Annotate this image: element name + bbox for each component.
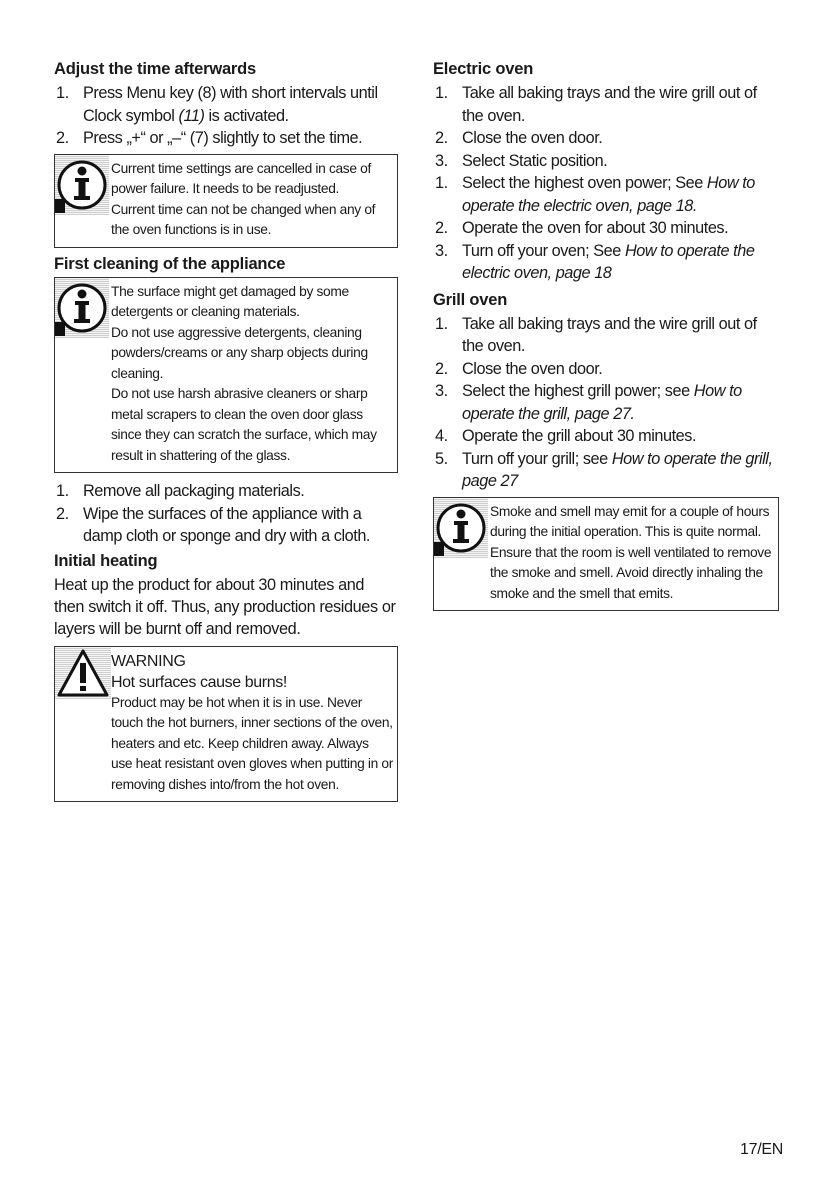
step-number: 2. [56, 129, 69, 147]
list-item [433, 313, 779, 358]
adjust-time-steps [54, 82, 398, 150]
warning-note [54, 646, 398, 803]
note-text: Current time settings are cancelled in case of power failure. It needs to be readjusted. [111, 160, 371, 196]
list-item [54, 480, 398, 503]
step-number: 4. [435, 427, 448, 445]
electric-oven-heading: Electric oven [433, 60, 534, 78]
step-ref: How to operate the grill, page 27. [462, 382, 742, 423]
step-number: 1. [435, 314, 448, 333]
step-text: Remove all packaging materials. [83, 482, 305, 500]
warning-icon [55, 647, 111, 699]
step-text: Turn off your oven; See [462, 241, 625, 260]
step-number: 1. [56, 84, 69, 102]
step-text: Operate the oven for about 30 minutes. [462, 219, 729, 237]
electric-oven-steps [433, 82, 779, 285]
initial-heating-text: Heat up the product for about 30 minutes and then switch it off. Thus, any production residues or layers will be burnt off and removed. [54, 575, 396, 638]
step-text: Press „+“ or „–“ (7) slightly to set the time. [83, 129, 363, 147]
first-cleaning-heading: First cleaning of the appliance [54, 254, 286, 273]
info-note-cleaning [54, 277, 398, 474]
step-text: Close the oven door. [462, 129, 603, 147]
step-number: 3. [435, 382, 448, 400]
info-note-time [54, 154, 398, 248]
warning-subtitle: Hot surfaces cause burns! [111, 673, 287, 691]
warning-title: WARNING [111, 652, 186, 670]
grill-oven-heading: Grill oven [433, 290, 508, 309]
list-item [433, 172, 779, 217]
list-item [433, 127, 779, 150]
step-text: Close the oven door. [462, 359, 603, 378]
note-text: The surface might get damaged by some detergents or cleaning materials. [111, 283, 349, 319]
step-number: 1. [435, 84, 448, 102]
initial-heating-heading: Initial heating [54, 551, 158, 570]
list-item [433, 217, 779, 240]
list-item [54, 127, 398, 150]
right-column [433, 60, 779, 618]
step-number: 2. [435, 129, 448, 147]
cleaning-steps [54, 480, 398, 548]
warning-text: Product may be hot when it is in use. Never touch the hot burners, inner sections of the oven, heaters and etc. Keep children away. Always use heat resistant oven gloves when putting in or removing dishes into/from the hot oven. [111, 694, 393, 792]
step-number: 2. [435, 219, 448, 237]
step-ref: How to operate the grill, page 27 [462, 449, 773, 490]
step-ref: How to operate the electric oven, page 18 [462, 241, 755, 282]
list-item [433, 358, 779, 381]
step-text: Wipe the surfaces of the appliance with a damp cloth or sponge and dry with a cloth. [83, 504, 371, 545]
page-number: 17/EN [740, 1141, 783, 1158]
list-item [54, 503, 398, 548]
left-column [54, 60, 398, 809]
step-ref: How to operate the electric oven, page 18. [462, 174, 755, 215]
step-text: Turn off your grill; see [462, 449, 612, 468]
info-icon [55, 278, 109, 338]
info-icon [434, 498, 488, 558]
step-number: 5. [435, 449, 448, 468]
list-item [433, 380, 779, 425]
step-number: 1. [435, 174, 448, 192]
step-text: Take all baking trays and the wire grill out of the oven. [462, 314, 757, 355]
list-item [433, 82, 779, 127]
list-item [433, 150, 779, 173]
step-number: 3. [435, 151, 448, 170]
list-item [433, 448, 779, 493]
step-text: Select Static position. [462, 151, 608, 170]
step-number: 1. [56, 482, 69, 500]
adjust-time-heading: Adjust the time afterwards [54, 60, 257, 78]
step-number: 2. [435, 359, 448, 378]
list-item [54, 82, 398, 127]
step-text: Operate the grill about 30 minutes. [462, 427, 697, 445]
info-icon [55, 155, 109, 215]
info-note-smoke [433, 497, 779, 612]
step-text: Press Menu key (8) with short intervals until Clock symbol [83, 84, 378, 125]
grill-oven-steps [433, 313, 779, 493]
list-item [433, 425, 779, 448]
note-text: Current time can not be changed when any of the oven functions is in use. [111, 201, 376, 237]
step-text: Take all baking trays and the wire grill out of the oven. [462, 84, 757, 125]
step-text: is activated. [204, 106, 289, 125]
note-text: Do not use harsh abrasive cleaners or sharp metal scrapers to clean the oven door glass since they can scratch the surface, which may result in shattering of the glass. [111, 386, 377, 463]
step-text: Select the highest grill power; see [462, 382, 694, 400]
step-number: 3. [435, 241, 448, 260]
step-ref: (11) [178, 106, 205, 125]
list-item [433, 240, 779, 285]
step-number: 2. [56, 504, 69, 523]
note-text: Smoke and smell may emit for a couple of hours during the initial operation. This is quite normal. Ensure that the room is well ventilated to remove the smoke and smell. Avoid directly inhaling the smoke and the smell that emits. [490, 503, 772, 601]
step-text: Select the highest oven power; See [462, 174, 707, 192]
note-text: Do not use aggressive detergents, cleaning powders/creams or any sharp objects during cleaning. [111, 324, 368, 381]
